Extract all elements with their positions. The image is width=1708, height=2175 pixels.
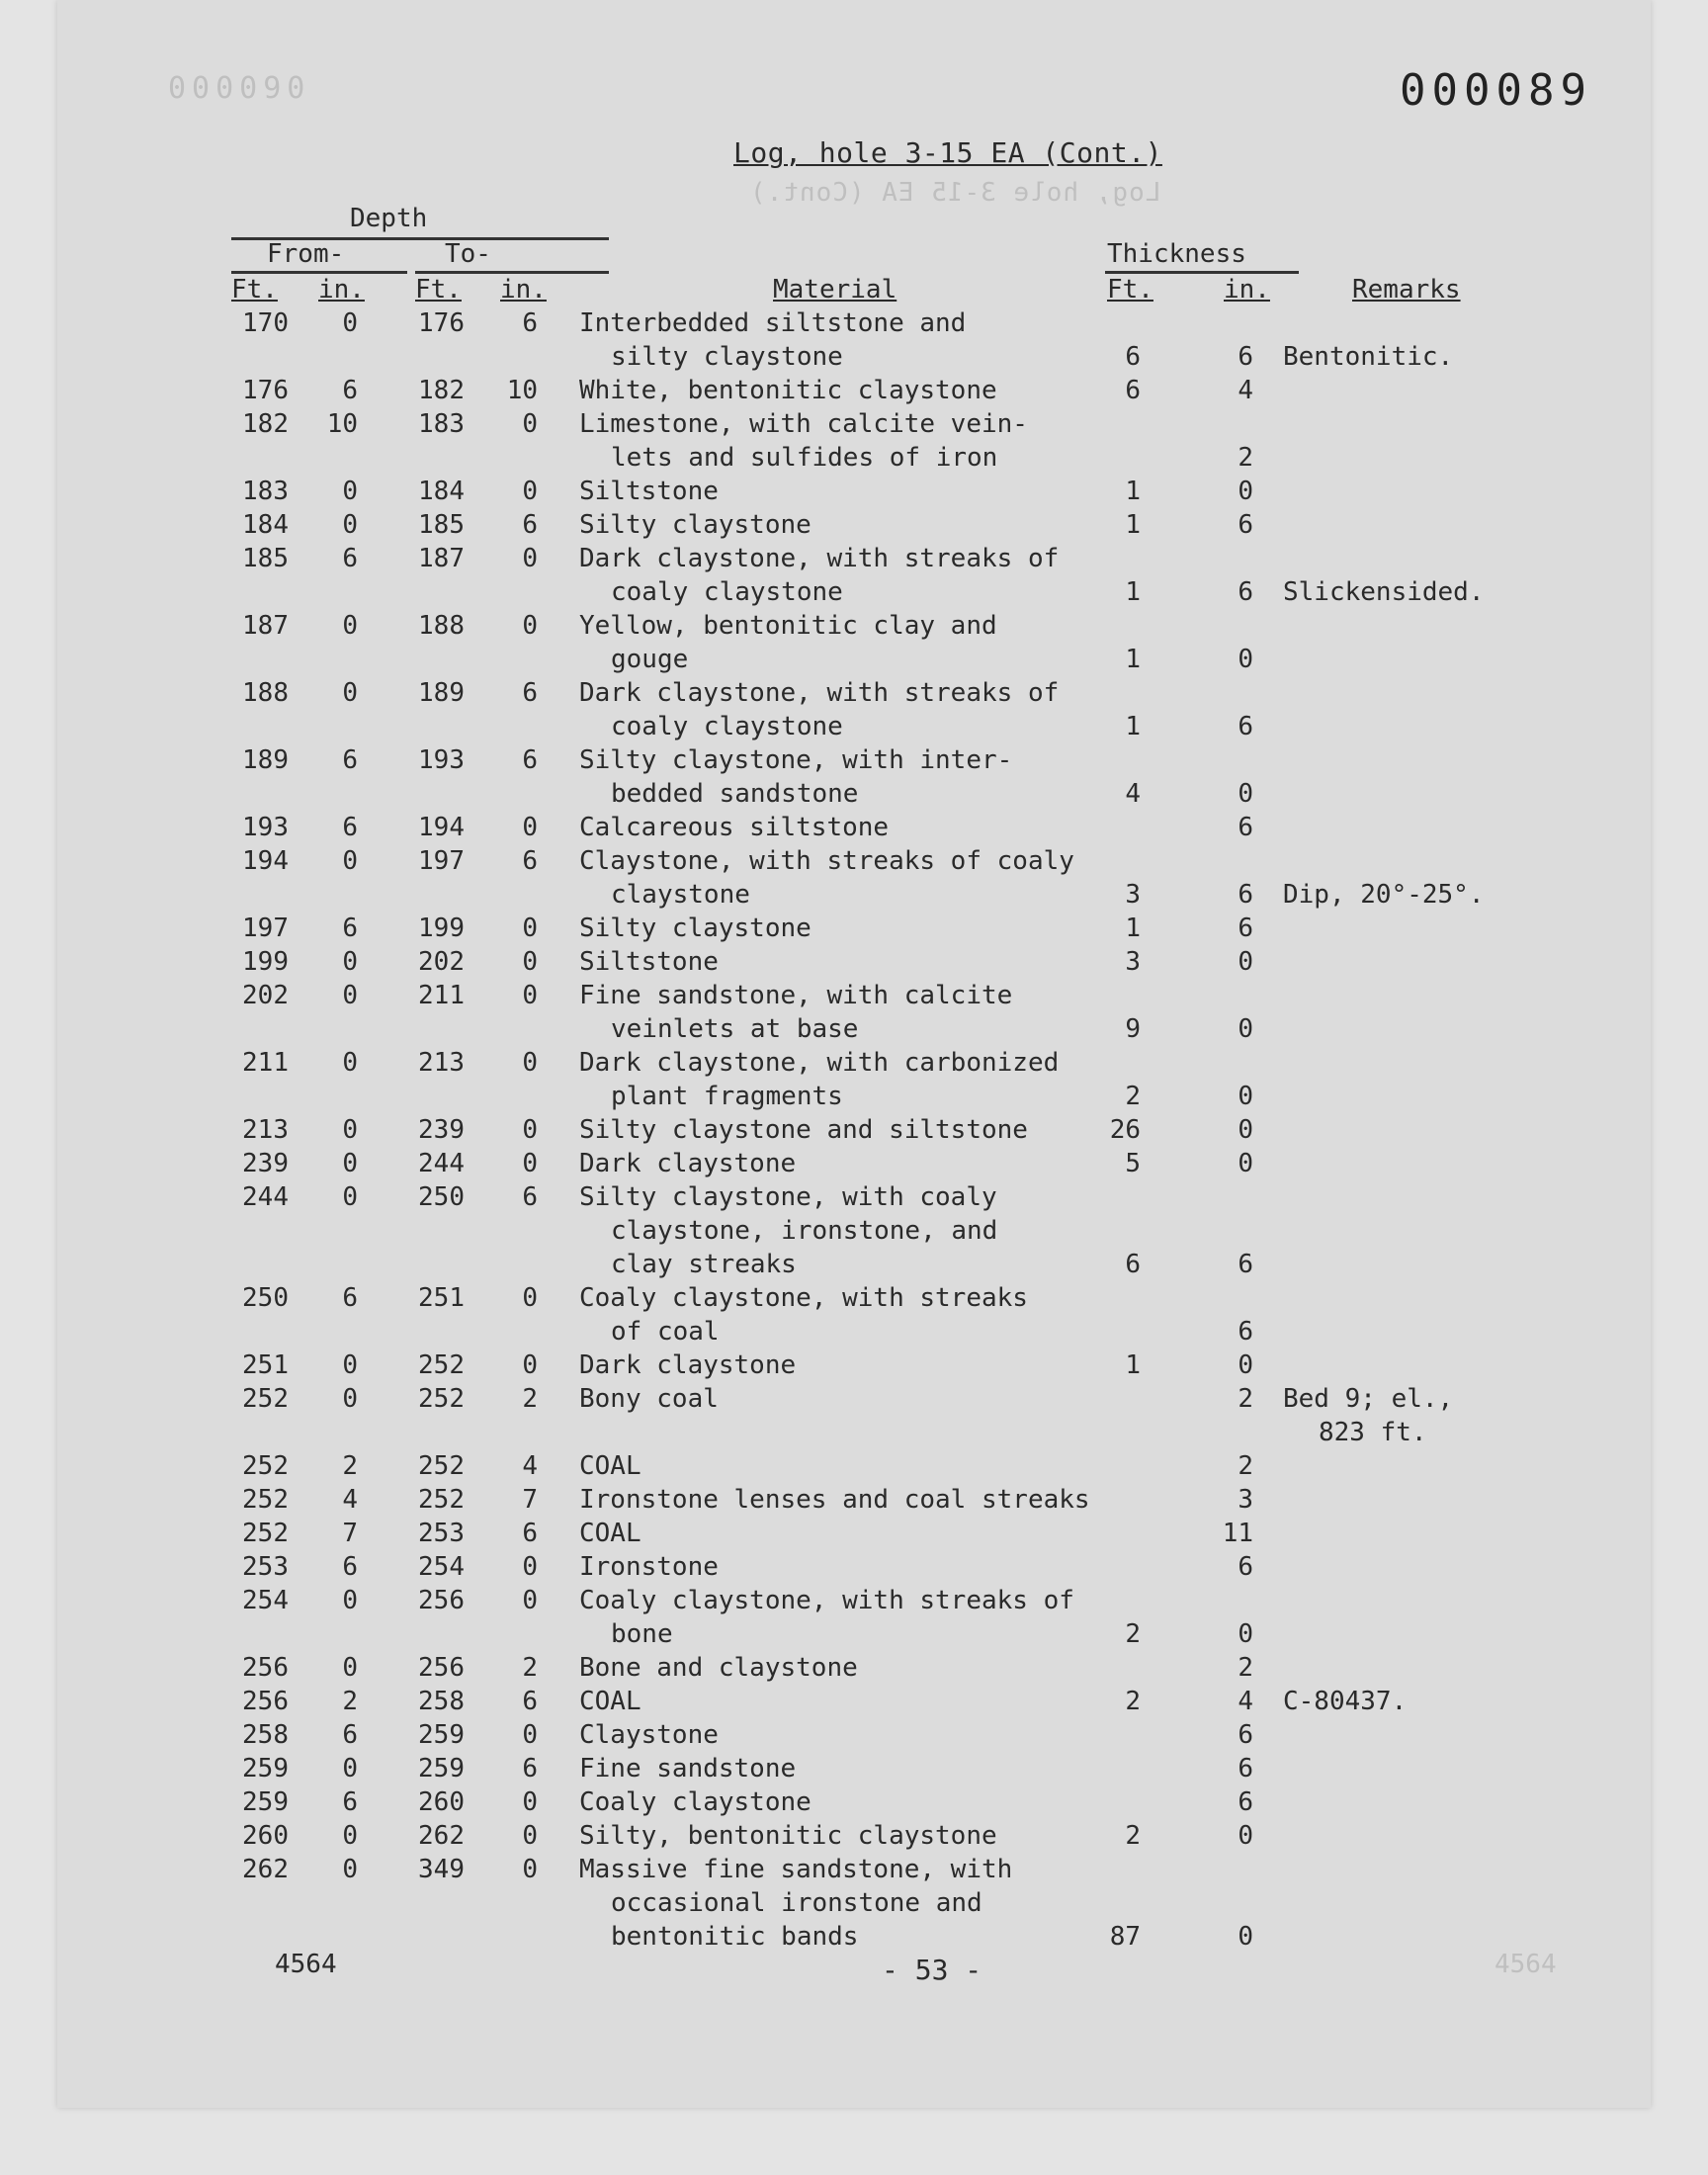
from-ft-cell: 244 <box>242 1182 289 1212</box>
remarks-cell: Bentonitic. <box>1283 342 1454 372</box>
from-ft-cell: 253 <box>242 1552 289 1582</box>
table-row <box>57 1653 1651 1687</box>
from-in-cell: 0 <box>342 1115 358 1145</box>
material-cell: Silty, bentonitic claystone <box>579 1821 997 1851</box>
to-ft-cell: 258 <box>418 1687 465 1716</box>
to-in-cell: 0 <box>522 981 538 1010</box>
thickness-ft-cell: 1 <box>1125 577 1141 607</box>
from-in-cell: 0 <box>342 1182 358 1212</box>
header-from-ft: Ft. <box>231 275 278 304</box>
remarks-cell: C-80437. <box>1283 1687 1408 1716</box>
from-in-cell: 4 <box>342 1485 358 1515</box>
from-ft-cell: 252 <box>242 1519 289 1548</box>
table-row <box>57 1350 1651 1384</box>
to-in-cell: 4 <box>522 1451 538 1481</box>
page-number: - 53 - <box>882 1954 982 1986</box>
from-in-cell: 0 <box>342 1149 358 1178</box>
to-ft-cell: 252 <box>418 1451 465 1481</box>
material-cell: Silty claystone and siltstone <box>579 1115 1028 1145</box>
header-remarks: Remarks <box>1352 275 1461 304</box>
to-ft-cell: 202 <box>418 947 465 977</box>
from-in-cell: 0 <box>342 1821 358 1851</box>
from-ft-cell: 183 <box>242 477 289 506</box>
table-row <box>57 947 1651 981</box>
material-cell: Siltstone <box>579 947 719 977</box>
from-in-cell: 0 <box>342 678 358 708</box>
to-ft-cell: 213 <box>418 1048 465 1078</box>
thickness-in-cell: 0 <box>1238 1922 1253 1952</box>
to-ft-cell: 187 <box>418 544 465 573</box>
to-in-cell: 6 <box>522 846 538 876</box>
from-in-cell: 6 <box>342 914 358 943</box>
material-cell: coaly claystone <box>611 577 843 607</box>
from-ft-cell: 187 <box>242 611 289 641</box>
thickness-ft-cell: 4 <box>1125 779 1141 809</box>
from-in-cell: 2 <box>342 1687 358 1716</box>
table-row <box>57 1855 1651 1956</box>
table-row <box>57 1182 1651 1283</box>
to-ft-cell: 251 <box>418 1283 465 1313</box>
document-number: 000089 <box>1400 65 1592 116</box>
material-cell: Fine sandstone <box>579 1754 797 1784</box>
thickness-ft-cell: 6 <box>1125 1250 1141 1279</box>
to-in-cell: 0 <box>522 1149 538 1178</box>
material-cell: Dark claystone, with streaks of <box>579 544 1060 573</box>
material-cell: plant fragments <box>611 1082 843 1111</box>
from-in-cell: 0 <box>342 846 358 876</box>
thickness-in-cell: 2 <box>1238 1384 1253 1414</box>
table-row <box>57 1384 1651 1451</box>
to-in-cell: 0 <box>522 1283 538 1313</box>
material-cell: claystone <box>611 880 750 910</box>
from-in-cell: 6 <box>342 1283 358 1313</box>
material-cell: Coaly claystone, with streaks <box>579 1283 1028 1313</box>
material-cell: Dark claystone <box>579 1149 797 1178</box>
material-cell: COAL <box>579 1451 641 1481</box>
material-cell: Siltstone <box>579 477 719 506</box>
thickness-ft-cell: 26 <box>1109 1115 1141 1145</box>
header-to-in: in. <box>500 275 547 304</box>
table-row <box>57 376 1651 409</box>
thickness-in-cell: 2 <box>1238 443 1253 473</box>
material-cell: Silty claystone <box>579 914 811 943</box>
material-cell: Dark claystone <box>579 1350 797 1380</box>
table-row <box>57 409 1651 477</box>
from-in-cell: 10 <box>326 409 358 439</box>
thickness-in-cell: 6 <box>1238 577 1253 607</box>
from-in-cell: 0 <box>342 981 358 1010</box>
header-thickness-ft: Ft. <box>1107 275 1153 304</box>
thickness-rule <box>1105 271 1299 274</box>
material-cell: COAL <box>579 1519 641 1548</box>
table-row <box>57 813 1651 846</box>
material-cell: Ironstone <box>579 1552 719 1582</box>
to-ft-cell: 254 <box>418 1552 465 1582</box>
from-ft-cell: 262 <box>242 1855 289 1884</box>
header-from: From- <box>267 239 345 269</box>
to-in-cell: 0 <box>522 1350 538 1380</box>
thickness-in-cell: 6 <box>1238 813 1253 842</box>
to-in-cell: 0 <box>522 1787 538 1817</box>
to-ft-cell: 197 <box>418 846 465 876</box>
from-in-cell: 0 <box>342 510 358 540</box>
from-ft-cell: 251 <box>242 1350 289 1380</box>
from-rule <box>231 271 407 274</box>
from-in-cell: 0 <box>342 1754 358 1784</box>
from-in-cell: 6 <box>342 1552 358 1582</box>
to-ft-cell: 211 <box>418 981 465 1010</box>
from-ft-cell: 197 <box>242 914 289 943</box>
to-ft-cell: 188 <box>418 611 465 641</box>
to-in-cell: 6 <box>522 1687 538 1716</box>
to-ft-cell: 189 <box>418 678 465 708</box>
from-ft-cell: 170 <box>242 308 289 338</box>
thickness-ft-cell: 1 <box>1125 1350 1141 1380</box>
table-row <box>57 611 1651 678</box>
thickness-in-cell: 6 <box>1238 342 1253 372</box>
thickness-in-cell: 6 <box>1238 1787 1253 1817</box>
table-row <box>57 308 1651 376</box>
to-in-cell: 7 <box>522 1485 538 1515</box>
ghost-title: Log, hole 3-15 EA (Cont.) <box>749 178 1161 208</box>
table-row <box>57 1687 1651 1720</box>
thickness-in-cell: 4 <box>1238 376 1253 405</box>
to-in-cell: 10 <box>506 376 538 405</box>
from-ft-cell: 176 <box>242 376 289 405</box>
to-in-cell: 6 <box>522 308 538 338</box>
table-row <box>57 1754 1651 1787</box>
thickness-ft-cell: 2 <box>1125 1619 1141 1649</box>
to-in-cell: 6 <box>522 678 538 708</box>
to-ft-cell: 252 <box>418 1485 465 1515</box>
from-ft-cell: 252 <box>242 1485 289 1515</box>
to-ft-cell: 253 <box>418 1519 465 1548</box>
header-thickness-in: in. <box>1224 275 1270 304</box>
header-to: To- <box>445 239 491 269</box>
table-row <box>57 1149 1651 1182</box>
from-ft-cell: 194 <box>242 846 289 876</box>
to-ft-cell: 259 <box>418 1720 465 1750</box>
thickness-ft-cell: 2 <box>1125 1687 1141 1716</box>
remarks-cell: Slickensided. <box>1283 577 1485 607</box>
to-in-cell: 0 <box>522 1720 538 1750</box>
to-in-cell: 0 <box>522 1552 538 1582</box>
thickness-ft-cell: 5 <box>1125 1149 1141 1178</box>
from-in-cell: 0 <box>342 1350 358 1380</box>
from-ft-cell: 182 <box>242 409 289 439</box>
material-cell: coaly claystone <box>611 712 843 741</box>
table-row <box>57 510 1651 544</box>
thickness-ft-cell: 1 <box>1125 477 1141 506</box>
thickness-in-cell: 0 <box>1238 477 1253 506</box>
thickness-in-cell: 6 <box>1238 712 1253 741</box>
material-cell: of coal <box>611 1317 720 1347</box>
thickness-ft-cell: 1 <box>1125 712 1141 741</box>
from-in-cell: 7 <box>342 1519 358 1548</box>
from-ft-cell: 202 <box>242 981 289 1010</box>
from-in-cell: 0 <box>342 1653 358 1683</box>
material-cell: occasional ironstone and <box>611 1888 982 1918</box>
to-ft-cell: 256 <box>418 1586 465 1615</box>
material-cell: Interbedded siltstone and <box>579 308 967 338</box>
to-in-cell: 0 <box>522 1855 538 1884</box>
table-row <box>57 846 1651 914</box>
material-cell: Ironstone lenses and coal streaks <box>579 1485 1090 1515</box>
thickness-in-cell: 0 <box>1238 1014 1253 1044</box>
to-ft-cell: 194 <box>418 813 465 842</box>
ghost-footer-code: 4564 <box>1494 1950 1557 1979</box>
to-ft-cell: 183 <box>418 409 465 439</box>
from-ft-cell: 189 <box>242 745 289 775</box>
from-ft-cell: 260 <box>242 1821 289 1851</box>
thickness-in-cell: 0 <box>1238 645 1253 674</box>
from-ft-cell: 213 <box>242 1115 289 1145</box>
header-from-in: in. <box>318 275 365 304</box>
from-in-cell: 0 <box>342 1586 358 1615</box>
to-in-cell: 0 <box>522 611 538 641</box>
from-in-cell: 2 <box>342 1451 358 1481</box>
thickness-ft-cell: 2 <box>1125 1082 1141 1111</box>
thickness-in-cell: 6 <box>1238 1317 1253 1347</box>
from-ft-cell: 193 <box>242 813 289 842</box>
to-ft-cell: 252 <box>418 1384 465 1414</box>
to-ft-cell: 239 <box>418 1115 465 1145</box>
material-cell: Coaly claystone <box>579 1787 811 1817</box>
material-cell: Coaly claystone, with streaks of <box>579 1586 1074 1615</box>
header-depth: Depth <box>350 204 428 233</box>
material-cell: lets and sulfides of iron <box>611 443 998 473</box>
from-ft-cell: 188 <box>242 678 289 708</box>
table-row <box>57 914 1651 947</box>
to-in-cell: 0 <box>522 914 538 943</box>
table-row <box>57 1720 1651 1754</box>
remarks-cell-continued: 823 ft. <box>1319 1418 1427 1447</box>
from-in-cell: 6 <box>342 745 358 775</box>
material-cell: Claystone, with streaks of coaly <box>579 846 1074 876</box>
material-cell: Massive fine sandstone, with <box>579 1855 1013 1884</box>
from-in-cell: 6 <box>342 1720 358 1750</box>
thickness-in-cell: 6 <box>1238 914 1253 943</box>
from-in-cell: 0 <box>342 477 358 506</box>
from-in-cell: 0 <box>342 1384 358 1414</box>
material-cell: Silty claystone, with coaly <box>579 1182 997 1212</box>
table-row <box>57 678 1651 745</box>
thickness-in-cell: 6 <box>1238 880 1253 910</box>
remarks-cell: Bed 9; el., <box>1283 1384 1454 1414</box>
to-ft-cell: 193 <box>418 745 465 775</box>
thickness-ft-cell: 1 <box>1125 914 1141 943</box>
header-thickness: Thickness <box>1107 239 1246 269</box>
thickness-in-cell: 0 <box>1238 779 1253 809</box>
thickness-in-cell: 0 <box>1238 1149 1253 1178</box>
to-in-cell: 0 <box>522 1115 538 1145</box>
to-in-cell: 6 <box>522 1754 538 1784</box>
thickness-in-cell: 0 <box>1238 1082 1253 1111</box>
thickness-ft-cell: 1 <box>1125 645 1141 674</box>
material-cell: bedded sandstone <box>611 779 859 809</box>
to-ft-cell: 182 <box>418 376 465 405</box>
to-ft-cell: 256 <box>418 1653 465 1683</box>
to-in-cell: 2 <box>522 1384 538 1414</box>
material-cell: Bone and claystone <box>579 1653 858 1683</box>
to-in-cell: 0 <box>522 544 538 573</box>
material-cell: Yellow, bentonitic clay and <box>579 611 997 641</box>
to-in-cell: 6 <box>522 745 538 775</box>
from-in-cell: 6 <box>342 544 358 573</box>
table-row <box>57 1115 1651 1149</box>
table-row <box>57 1485 1651 1519</box>
document-page <box>57 0 1651 2108</box>
material-cell: Fine sandstone, with calcite <box>579 981 1013 1010</box>
from-ft-cell: 254 <box>242 1586 289 1615</box>
table-row <box>57 1519 1651 1552</box>
thickness-ft-cell: 6 <box>1125 342 1141 372</box>
from-ft-cell: 259 <box>242 1754 289 1784</box>
table-row <box>57 981 1651 1048</box>
from-in-cell: 6 <box>342 813 358 842</box>
to-ft-cell: 184 <box>418 477 465 506</box>
to-in-cell: 0 <box>522 947 538 977</box>
table-row <box>57 745 1651 813</box>
from-ft-cell: 250 <box>242 1283 289 1313</box>
to-in-cell: 6 <box>522 1182 538 1212</box>
from-in-cell: 0 <box>342 1048 358 1078</box>
table-row <box>57 1451 1651 1485</box>
thickness-ft-cell: 1 <box>1125 510 1141 540</box>
thickness-in-cell: 0 <box>1238 1821 1253 1851</box>
thickness-in-cell: 4 <box>1238 1687 1253 1716</box>
material-cell: Calcareous siltstone <box>579 813 890 842</box>
from-ft-cell: 211 <box>242 1048 289 1078</box>
to-ft-cell: 259 <box>418 1754 465 1784</box>
to-in-cell: 0 <box>522 477 538 506</box>
from-ft-cell: 256 <box>242 1687 289 1716</box>
table-row <box>57 544 1651 611</box>
material-cell: veinlets at base <box>611 1014 859 1044</box>
to-in-cell: 0 <box>522 813 538 842</box>
to-rule <box>415 271 609 274</box>
from-in-cell: 6 <box>342 1787 358 1817</box>
to-ft-cell: 185 <box>418 510 465 540</box>
from-in-cell: 0 <box>342 1855 358 1884</box>
material-cell: Silty claystone <box>579 510 811 540</box>
from-in-cell: 0 <box>342 308 358 338</box>
to-ft-cell: 252 <box>418 1350 465 1380</box>
thickness-ft-cell: 6 <box>1125 376 1141 405</box>
material-cell: Dark claystone, with carbonized <box>579 1048 1060 1078</box>
from-ft-cell: 239 <box>242 1149 289 1178</box>
thickness-in-cell: 0 <box>1238 1115 1253 1145</box>
ghost-document-number: 000090 <box>168 71 311 106</box>
table-row <box>57 477 1651 510</box>
to-in-cell: 6 <box>522 1519 538 1548</box>
remarks-cell: Dip, 20°-25°. <box>1283 880 1485 910</box>
material-cell: Claystone <box>579 1720 719 1750</box>
thickness-in-cell: 0 <box>1238 947 1253 977</box>
material-cell: Silty claystone, with inter- <box>579 745 1013 775</box>
to-in-cell: 0 <box>522 409 538 439</box>
to-in-cell: 0 <box>522 1048 538 1078</box>
from-ft-cell: 199 <box>242 947 289 977</box>
thickness-ft-cell: 3 <box>1125 880 1141 910</box>
from-ft-cell: 258 <box>242 1720 289 1750</box>
to-in-cell: 2 <box>522 1653 538 1683</box>
thickness-ft-cell: 2 <box>1125 1821 1141 1851</box>
to-in-cell: 0 <box>522 1586 538 1615</box>
thickness-in-cell: 6 <box>1238 1552 1253 1582</box>
table-row <box>57 1048 1651 1115</box>
to-ft-cell: 244 <box>418 1149 465 1178</box>
to-ft-cell: 260 <box>418 1787 465 1817</box>
material-cell: bentonitic bands <box>611 1922 859 1952</box>
page-title: Log, hole 3-15 EA (Cont.) <box>733 136 1162 169</box>
to-in-cell: 6 <box>522 510 538 540</box>
thickness-ft-cell: 87 <box>1109 1922 1141 1952</box>
table-row <box>57 1586 1651 1653</box>
thickness-in-cell: 6 <box>1238 510 1253 540</box>
from-ft-cell: 184 <box>242 510 289 540</box>
table-row <box>57 1821 1651 1855</box>
to-ft-cell: 262 <box>418 1821 465 1851</box>
from-ft-cell: 185 <box>242 544 289 573</box>
table-row <box>57 1787 1651 1821</box>
material-cell: Limestone, with calcite vein- <box>579 409 1028 439</box>
from-ft-cell: 256 <box>242 1653 289 1683</box>
from-ft-cell: 252 <box>242 1384 289 1414</box>
thickness-in-cell: 11 <box>1222 1519 1253 1548</box>
to-in-cell: 0 <box>522 1821 538 1851</box>
thickness-in-cell: 0 <box>1238 1619 1253 1649</box>
material-cell: COAL <box>579 1687 641 1716</box>
header-material: Material <box>773 275 897 304</box>
thickness-ft-cell: 9 <box>1125 1014 1141 1044</box>
footer-code: 4564 <box>275 1950 337 1979</box>
from-in-cell: 0 <box>342 947 358 977</box>
table-row <box>57 1552 1651 1586</box>
material-cell: clay streaks <box>611 1250 797 1279</box>
from-in-cell: 0 <box>342 611 358 641</box>
material-cell: gouge <box>611 645 689 674</box>
to-ft-cell: 199 <box>418 914 465 943</box>
from-ft-cell: 259 <box>242 1787 289 1817</box>
thickness-in-cell: 2 <box>1238 1451 1253 1481</box>
from-in-cell: 6 <box>342 376 358 405</box>
material-cell: White, bentonitic claystone <box>579 376 997 405</box>
to-ft-cell: 250 <box>418 1182 465 1212</box>
material-cell: Dark claystone, with streaks of <box>579 678 1060 708</box>
to-ft-cell: 176 <box>418 308 465 338</box>
material-cell: bone <box>611 1619 673 1649</box>
to-ft-cell: 349 <box>418 1855 465 1884</box>
material-cell: claystone, ironstone, and <box>611 1216 998 1246</box>
thickness-in-cell: 3 <box>1238 1485 1253 1515</box>
thickness-in-cell: 6 <box>1238 1250 1253 1279</box>
from-ft-cell: 252 <box>242 1451 289 1481</box>
thickness-in-cell: 0 <box>1238 1350 1253 1380</box>
thickness-in-cell: 2 <box>1238 1653 1253 1683</box>
thickness-in-cell: 6 <box>1238 1720 1253 1750</box>
thickness-in-cell: 6 <box>1238 1754 1253 1784</box>
header-to-ft: Ft. <box>415 275 462 304</box>
material-cell: Bony coal <box>579 1384 719 1414</box>
table-row <box>57 1283 1651 1350</box>
material-cell: silty claystone <box>611 342 843 372</box>
thickness-ft-cell: 3 <box>1125 947 1141 977</box>
